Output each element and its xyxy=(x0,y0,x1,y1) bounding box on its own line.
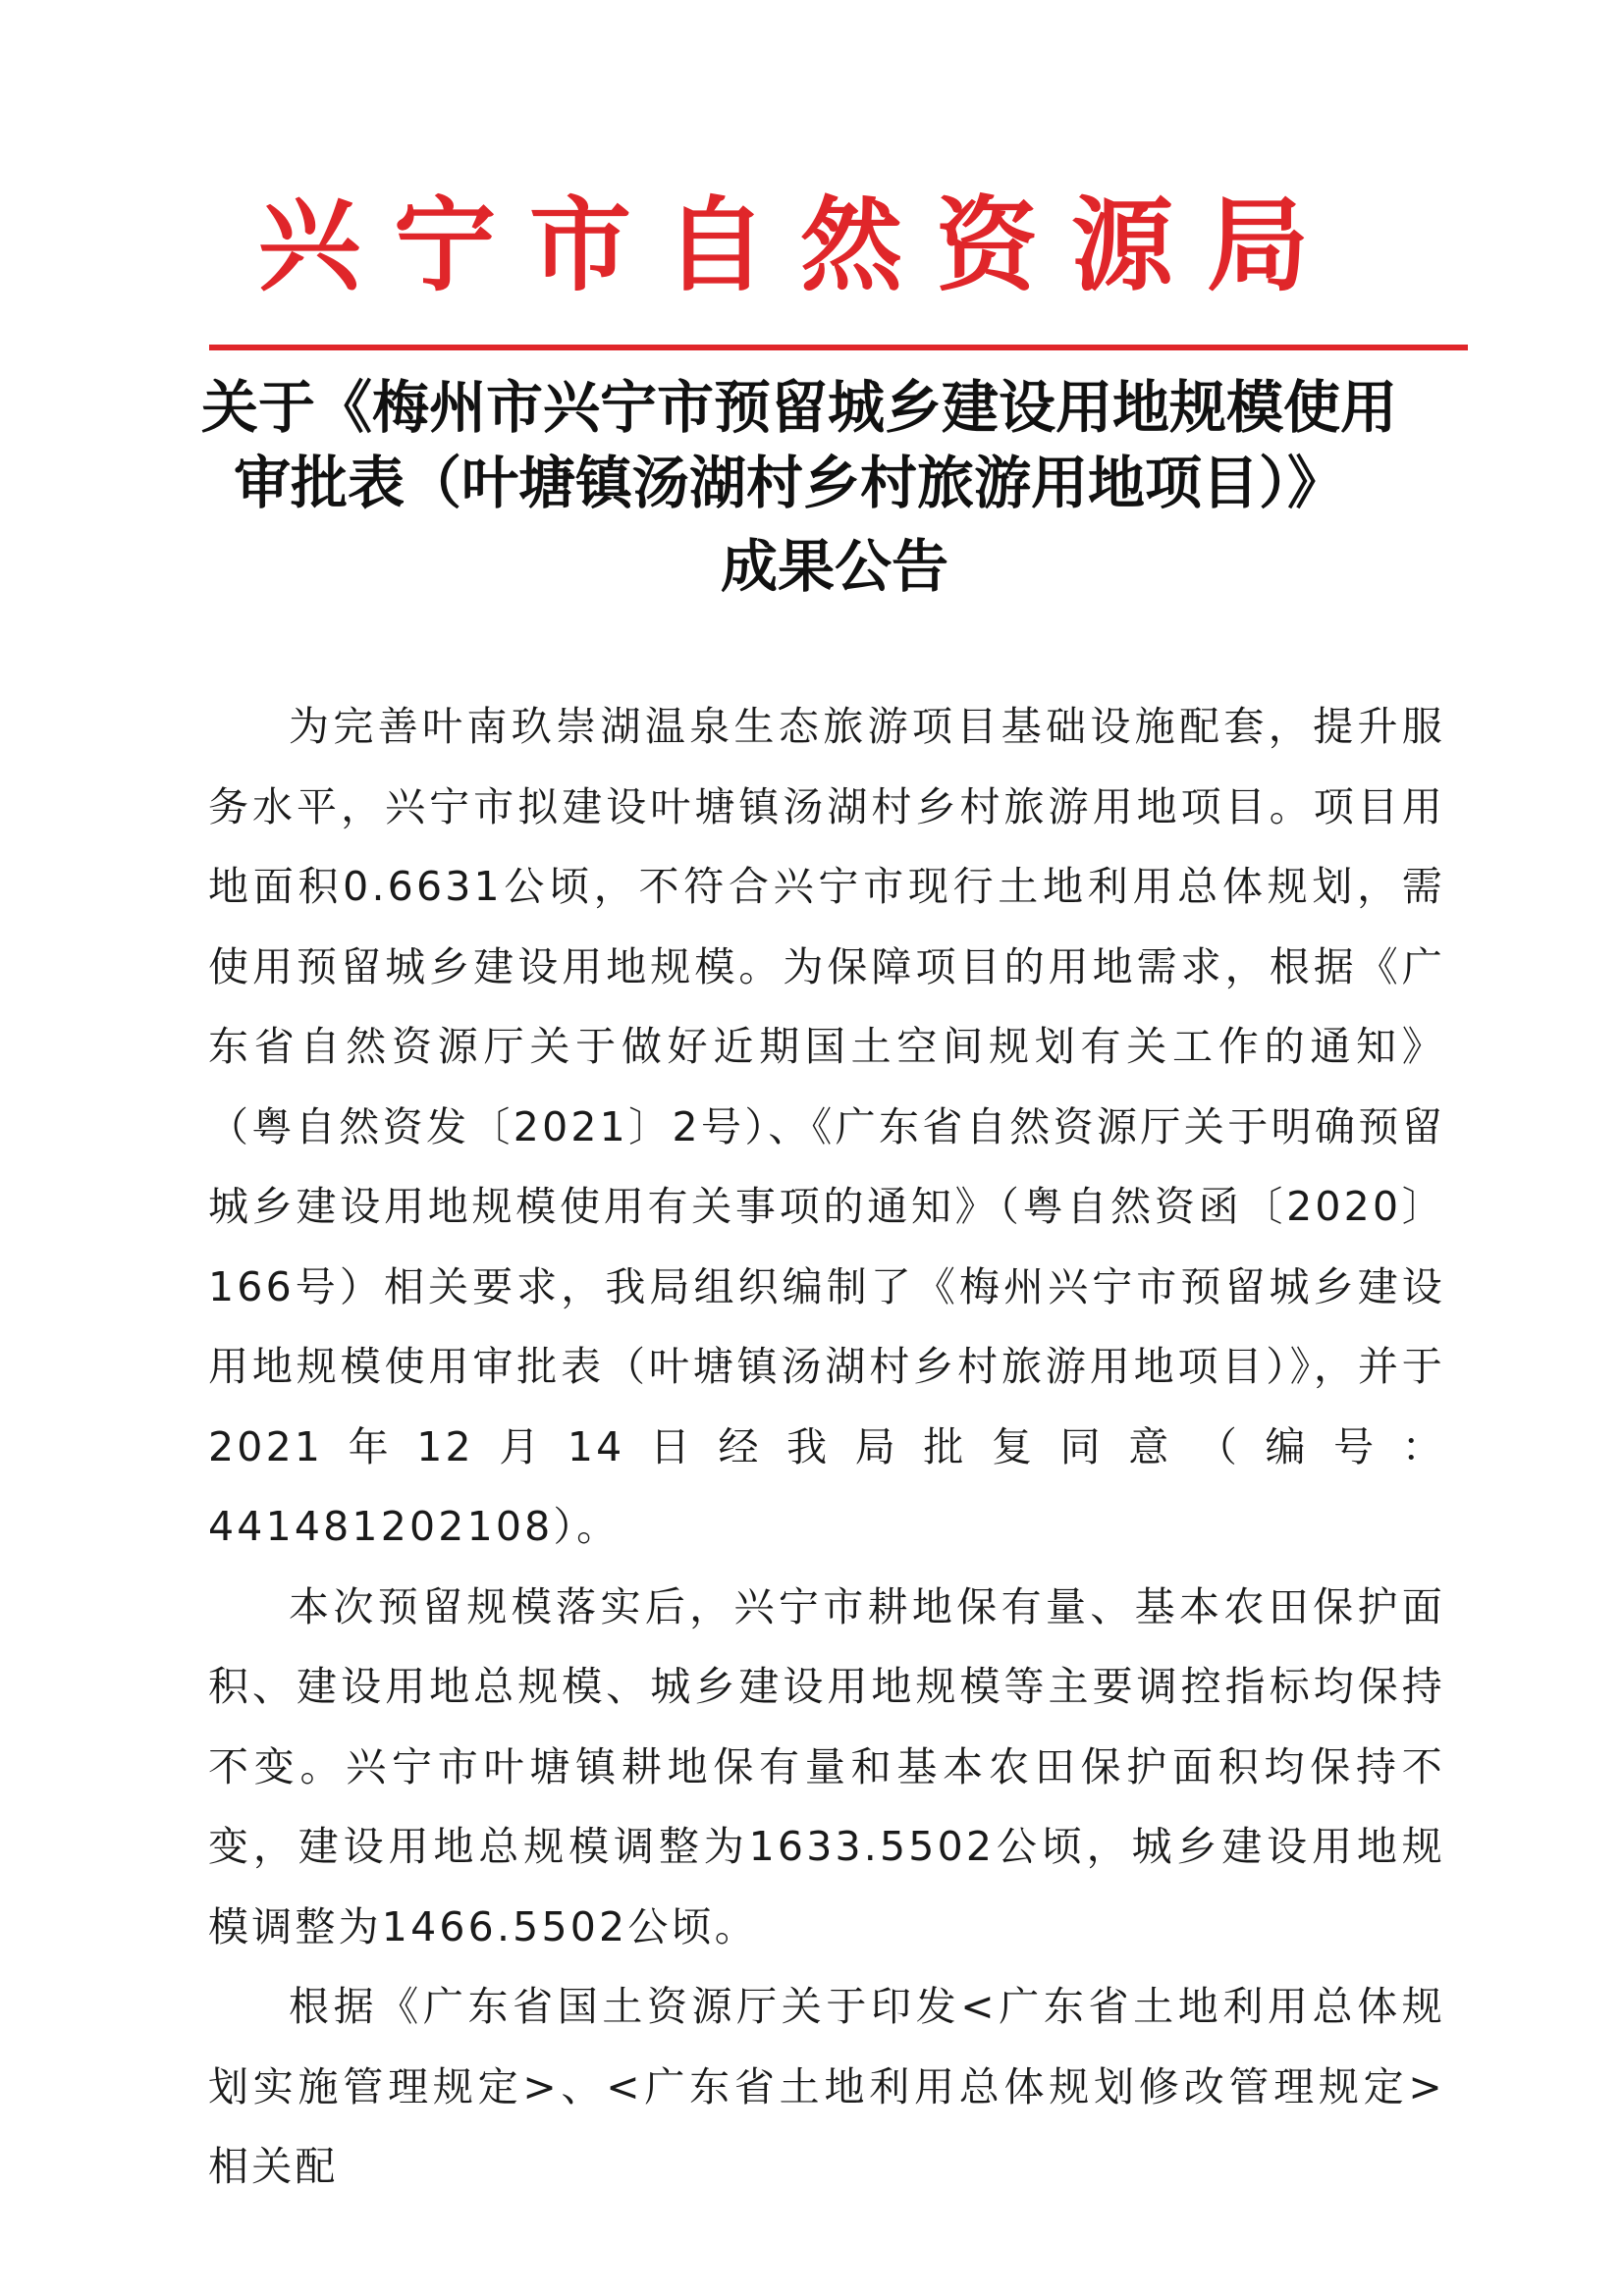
paragraph-3: 根据《广东省国土资源厅关于印发<广东省土地利用总体规划实施管理规定>、<广东省土地利用总体规划修改管理规定>相关配 xyxy=(208,1983,1445,2190)
announcement-body xyxy=(208,687,1445,2208)
title-line-3: 成果公告 xyxy=(720,533,948,600)
header-red-rule xyxy=(209,345,1468,350)
agency-header: 兴宁市自然资源局 xyxy=(257,185,1342,305)
title-line-1: 关于《梅州市兴宁市预留城乡建设用地规模使用 xyxy=(201,374,1398,441)
paragraph-2: 本次预留规模落实后，兴宁市耕地保有量、基本农田保护面积、建设用地总规模、城乡建设用地规模等主要调控指标均保持不变。兴宁市叶塘镇耕地保有量和基本农田保护面积均保持不变，建设用地总规模调整为1633.5502公顷，城乡建设用地规模调整为1466.5502公顷。 xyxy=(208,1582,1445,1950)
paragraph-1: 为完善叶南玖崇湖温泉生态旅游项目基础设施配套，提升服务水平，兴宁市拟建设叶塘镇汤湖村乡村旅游用地项目。项目用地面积0.6631公顷，不符合兴宁市现行土地利用总体规划，需使用预留城乡建设用地规模。为保障项目的用地需求，根据《广东省自然资源厅关于做好近期国土空间规划有关工作的通知》（粤自然资发〔2021〕2号）、《广东省自然资源厅关于明确预留城乡建设用地规模使用有关事项的通知》（粤自然资函〔2020〕166号）相关要求，我局组织编制了《梅州兴宁市预留城乡建设用地规模使用审批表（叶塘镇汤湖村乡村旅游用地项目）》，并于2021年12月14日经我局批复同意（编号：441481202108）。 xyxy=(208,703,1445,1550)
title-line-2: 审批表（叶塘镇汤湖村乡村旅游用地项目）》 xyxy=(234,450,1345,516)
